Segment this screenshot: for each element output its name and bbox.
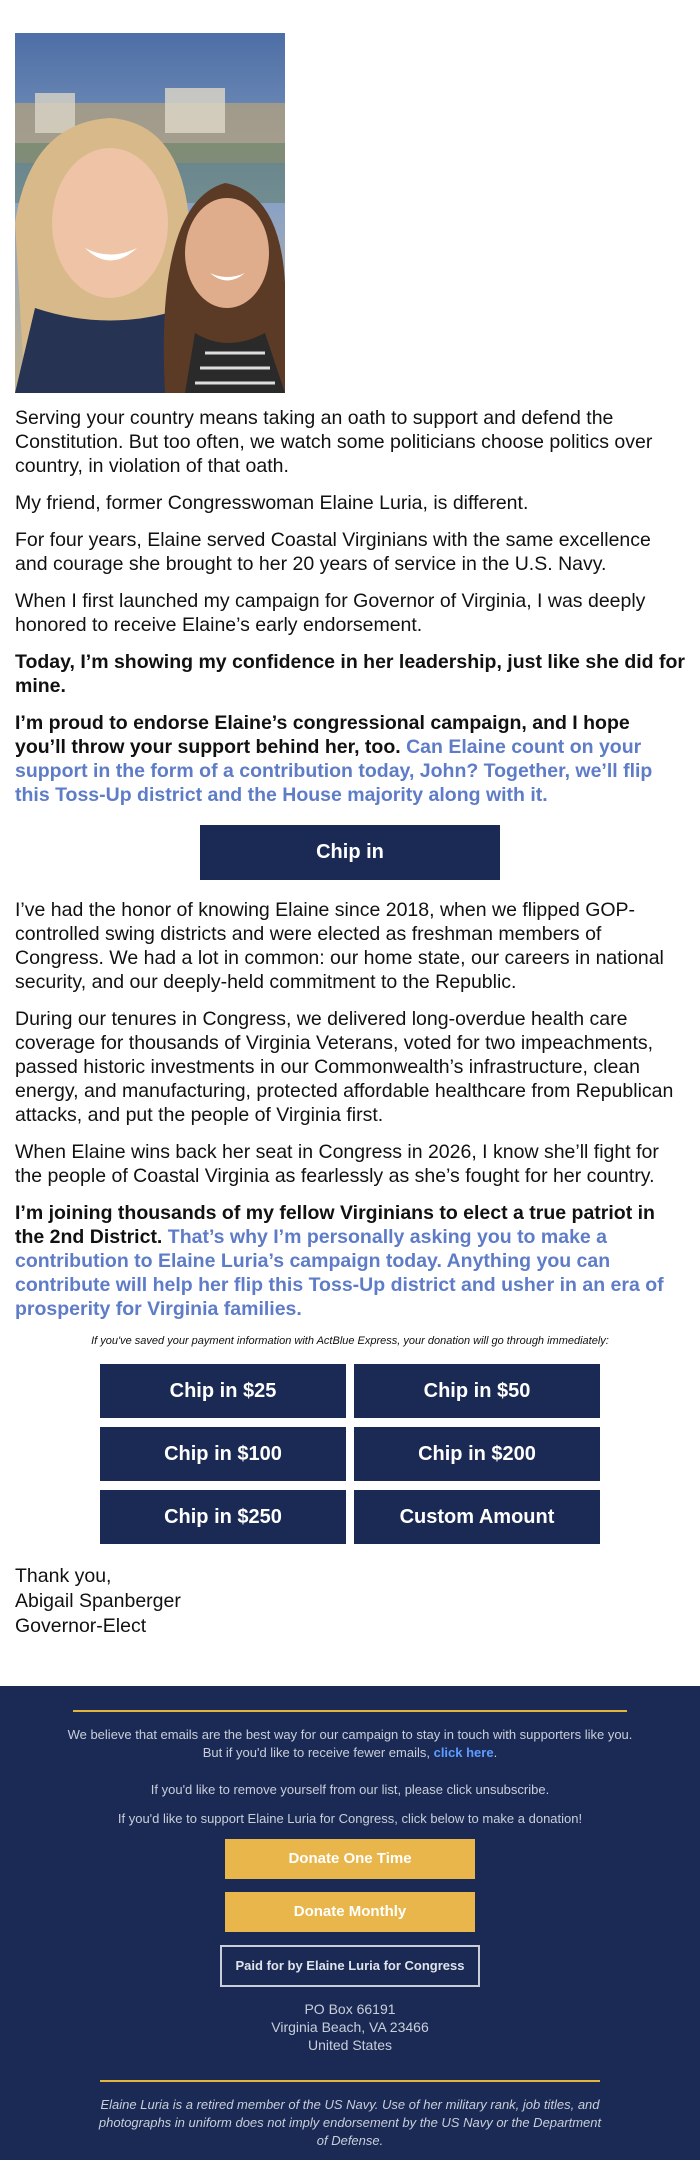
- address-line-1: PO Box 66191: [304, 2001, 396, 2017]
- ask-link-text[interactable]: Can Elaine count on your support in the form of a contribution today, John? Together, we’ll flip this Toss-Up district and the House majority along with it.: [15, 736, 653, 806]
- selfie-photo: [15, 33, 285, 393]
- thanks-text: Thank you,: [15, 1565, 112, 1587]
- signoff: [15, 1564, 685, 1639]
- paragraph-ask: [15, 711, 685, 807]
- paragraph-oath: Serving your country means taking an oath to support and defend the Constitution. But too often, we watch some politicians choose politics over country, in violation of that oath.: [15, 407, 653, 477]
- click-here-link[interactable]: click here: [433, 1745, 494, 1760]
- donation-amount-grid: [100, 1364, 600, 1544]
- chip-in-50-button[interactable]: Chip in $50: [354, 1364, 600, 1418]
- paragraph-2026: When Elaine wins back her seat in Congress in 2026, I know she’ll fight for the people of Coastal Virginia as fearlessly as she’s fought for her country.: [15, 1141, 659, 1187]
- fewer-emails-text: [60, 1726, 640, 1762]
- actblue-express-note: If you've saved your payment information with ActBlue Express, your donation will go through immediately:: [91, 1335, 609, 1347]
- fewer-emails-copy: We believe that emails are the best way for our campaign to stay in touch with supporters like you. But if you'd like to receive fewer emails,: [67, 1727, 633, 1760]
- paragraph-history: I’ve had the honor of knowing Elaine since 2018, when we flipped GOP-controlled swing districts and were elected as freshman members of Congress. We had a lot in common: our home state, our careers in national security, and our deeply-held commitment to the Republic.: [15, 899, 664, 993]
- paragraph-endorsement: When I first launched my campaign for Governor of Virginia, I was deeply honored to receive Elaine’s early endorsement.: [15, 590, 646, 636]
- chip-in-25-button[interactable]: Chip in $25: [100, 1364, 346, 1418]
- address-line-3: United States: [307, 2037, 393, 2053]
- paragraph-confidence: Today, I’m showing my confidence in her leadership, just like she did for mine.: [15, 651, 685, 697]
- paragraph-friend: My friend, former Congresswoman Elaine Luria, is different.: [15, 492, 529, 514]
- chip-in-200-button[interactable]: Chip in $200: [354, 1427, 600, 1481]
- paragraph-service: For four years, Elaine served Coastal Virginians with the same excellence and courage she brought to her 20 years of service in the U.S. Navy.: [15, 529, 651, 575]
- custom-amount-button[interactable]: Custom Amount: [354, 1490, 600, 1544]
- mailing-address: [200, 2000, 500, 2054]
- donate-monthly-button[interactable]: Donate Monthly: [225, 1892, 475, 1932]
- military-disclaimer: Elaine Luria is a retired member of the US Navy. Use of her military rank, job titles, and photographs in uniform does not imply endorsement by the US Navy or the Department of Defense.: [98, 2097, 602, 2148]
- closing-link-text[interactable]: That’s why I’m personally asking you to make a contribution to Elaine Luria’s campaign today. Anything you can contribute will help her flip this Toss-Up district and usher in an era of prosperity for Virginia families.: [15, 1226, 664, 1320]
- fewer-emails-period: .: [493, 1745, 498, 1760]
- signer-name: Abigail Spanberger: [15, 1590, 181, 1612]
- unsubscribe-text[interactable]: If you'd like to remove yourself from our list, please click unsubscribe.: [150, 1782, 550, 1797]
- address-line-2: Virginia Beach, VA 23466: [271, 2019, 429, 2035]
- support-text: If you'd like to support Elaine Luria for Congress, click below to make a donation!: [117, 1811, 583, 1826]
- chip-in-250-button[interactable]: Chip in $250: [100, 1490, 346, 1544]
- chip-in-100-button[interactable]: Chip in $100: [100, 1427, 346, 1481]
- paid-for-box: Paid for by Elaine Luria for Congress: [220, 1945, 480, 1987]
- chip-in-button[interactable]: Chip in: [200, 825, 500, 880]
- footer: [0, 1686, 700, 2160]
- donate-one-time-button[interactable]: Donate One Time: [225, 1839, 475, 1879]
- footer-bottom-rule: [100, 2080, 600, 2082]
- ask-bold-text: I’m proud to endorse Elaine’s congressional campaign, and I hope you’ll throw your support behind her, too.: [15, 712, 630, 758]
- paragraph-closing-ask: [15, 1201, 685, 1321]
- paragraph-record: During our tenures in Congress, we delivered long-overdue health care coverage for thousands of Virginia Veterans, voted for two impeachments, passed historic investments in our Commonwealth’s infrastructure, clean energy, and manufacturing, protected affordable healthcare from Republican attacks, and put the people of Virginia first.: [15, 1008, 674, 1126]
- signer-title: Governor-Elect: [15, 1615, 147, 1637]
- footer-top-rule: [73, 1710, 627, 1712]
- closing-bold-text: I’m joining thousands of my fellow Virginians to elect a true patriot in the 2nd District.: [15, 1202, 655, 1248]
